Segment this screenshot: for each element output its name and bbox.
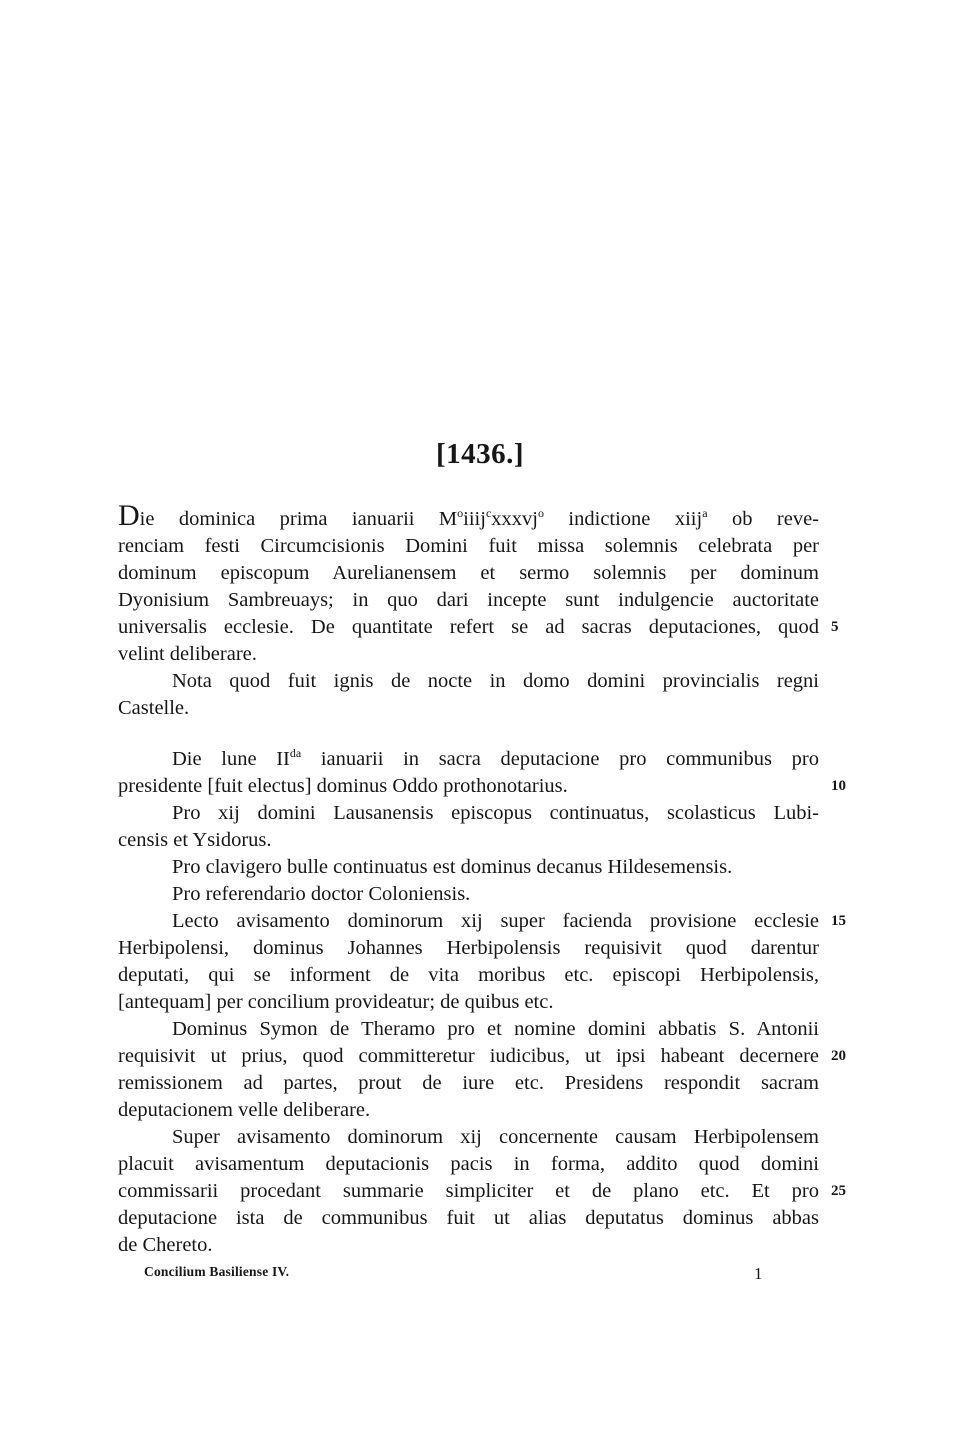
text-line: deputacione ista de communibus fuit ut alias deputatus dominus abbas <box>118 1207 819 1229</box>
text-line: censis et Ysidorus. <box>118 829 272 851</box>
text-line: presidente [fuit electus] dominus Oddo prothonotarius. <box>118 775 568 797</box>
text-line: Dyonisium Sambreuays; in quo dari incepte sunt indulgencie auctoritate <box>118 589 819 611</box>
text-line: placuit avisamentum deputacionis pacis in forma, addito quod domini <box>118 1153 819 1175</box>
text-line: deputacionem velle deliberare. <box>118 1099 371 1121</box>
text-line: Herbipolensi, dominus Johannes Herbipolensis requisivit quod darentur <box>118 937 819 959</box>
text-line: Super avisamento dominorum xij concernente causam Herbipolensem <box>172 1126 819 1148</box>
text-line: Die lune $II^{da}$ ianuarii in sacra deputacione pro communibus pro <box>172 746 820 770</box>
line-number: 25 <box>831 1183 846 1199</box>
page-title: [1436.] <box>435 438 525 470</box>
line-number: 10 <box>831 778 846 794</box>
text-line: Pro xij domini Lausanensis episcopus continuatus, scolasticus Lubi- <box>172 802 819 824</box>
text-line: [antequam] per concilium provideatur; de quibus etc. <box>118 991 554 1013</box>
text-line: Castelle. <box>118 697 190 719</box>
text-line: deputati, qui se informent de vita moribus etc. episcopi Herbipolensis, <box>118 964 819 986</box>
page-number: 1 <box>754 1264 763 1283</box>
text-line: renciam festi Circumcisionis Domini fuit missa solemnis celebrata per <box>118 535 819 557</box>
text-line: Nota quod fuit ignis de nocte in domo domini provincialis regni <box>172 670 819 692</box>
text-line: Pro clavigero bulle continuatus est dominus decanus Hildesemensis. <box>172 856 733 878</box>
line-number: 15 <box>831 913 846 929</box>
text-line: dominum episcopum Aurelianensem et sermo solemnis per dominum <box>118 562 819 584</box>
line-number: 20 <box>831 1048 846 1064</box>
text-line: Dominus Symon de Theramo pro et nomine domini abbatis S. Antonii <box>172 1018 819 1040</box>
text-line: Die dominica prima ianuarii $M^oiiij^cxxxvj^o$ indictione xiij$^a$ ob reve- <box>118 499 819 532</box>
text-line: universalis ecclesie. De quantitate refert se ad sacras deputaciones, quod <box>118 616 819 638</box>
text-line: commissarii procedant summarie simpliciter et de plano etc. Et pro <box>118 1180 819 1202</box>
text-line: requisivit ut prius, quod committeretur iudicibus, ut ipsi habeant decernere <box>118 1045 819 1067</box>
text-line: de Chereto. <box>118 1234 213 1256</box>
text-line: Pro referendario doctor Coloniensis. <box>172 883 471 905</box>
text-line: Lecto avisamento dominorum xij super facienda provisione ecclesie <box>172 910 819 932</box>
drop-cap: D <box>118 499 140 532</box>
text-line: remissionem ad partes, prout de iure etc. Presidens respondit sacram <box>118 1072 819 1094</box>
text-line: velint deliberare. <box>118 643 257 665</box>
footer-signature: Concilium Basiliense IV. <box>144 1264 290 1279</box>
line-number: 5 <box>831 619 839 635</box>
